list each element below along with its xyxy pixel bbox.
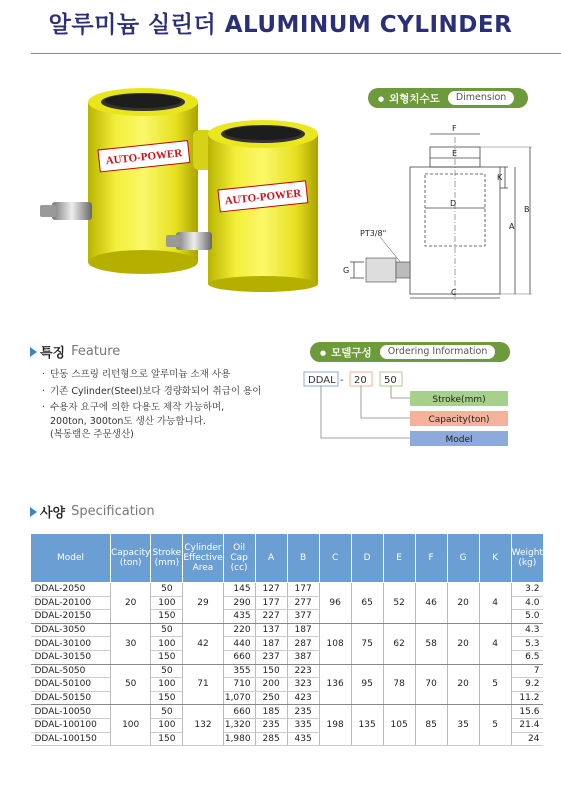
capacity-box-label: Capacity(ton): [428, 415, 490, 425]
cell-f: 70: [415, 664, 447, 705]
cell-model: DDAL-30150: [31, 650, 111, 664]
cell-a: 227: [255, 610, 287, 624]
feature-item: · 단동 스프링 리턴형으로 알루미늄 소재 사용: [42, 368, 312, 382]
cell-oil: 290: [223, 596, 255, 610]
cell-weight: 21.4: [511, 718, 543, 732]
cell-c: 198: [319, 705, 351, 746]
cell-oil: 145: [223, 583, 255, 597]
cell-stroke: 50: [151, 583, 183, 597]
cell-g: 20: [447, 623, 479, 664]
cell-capacity: 20: [111, 583, 151, 624]
cell-weight: 5.3: [511, 637, 543, 651]
cell-b: 277: [287, 596, 319, 610]
header-c: C: [319, 534, 351, 583]
dim-label-b: B: [524, 205, 530, 214]
header-stroke: Stroke (mm): [151, 534, 183, 583]
cell-model: DDAL-50100: [31, 678, 111, 692]
cell-oil: 1,070: [223, 691, 255, 705]
cell-e: 105: [383, 705, 415, 746]
ordering-pill-en: Ordering Information: [380, 345, 496, 359]
spec-header-row: [31, 534, 544, 583]
feature-item-continuation: 200ton, 300ton도 생산 가능합니다.: [50, 415, 206, 427]
feature-title-en: Feature: [71, 344, 121, 359]
cell-b: 423: [287, 691, 319, 705]
cell-a: 127: [255, 583, 287, 597]
cell-oil: 355: [223, 664, 255, 678]
cell-e: 78: [383, 664, 415, 705]
header-d: D: [351, 534, 383, 583]
dimension-pill-ko: ● 외형치수도: [378, 91, 440, 106]
header-e: E: [383, 534, 415, 583]
order-code-model: DDAL: [308, 375, 336, 386]
cell-e: 52: [383, 583, 415, 624]
header-f: F: [415, 534, 447, 583]
cell-stroke: 100: [151, 637, 183, 651]
cell-stroke: 150: [151, 732, 183, 746]
cell-a: 150: [255, 664, 287, 678]
cell-d: 135: [351, 705, 383, 746]
cell-oil: 1,980: [223, 732, 255, 746]
cell-capacity: 50: [111, 664, 151, 705]
cell-f: 58: [415, 623, 447, 664]
feature-item-note: (복동램은 주문생산): [50, 429, 134, 440]
cell-b: 435: [287, 732, 319, 746]
dim-label-d: D: [450, 199, 457, 208]
cell-weight: 5.0: [511, 610, 543, 624]
cell-oil: 710: [223, 678, 255, 692]
cell-c: 96: [319, 583, 351, 624]
cell-oil: 1,320: [223, 718, 255, 732]
cell-stroke: 150: [151, 650, 183, 664]
cell-f: 85: [415, 705, 447, 746]
cell-b: 377: [287, 610, 319, 624]
cell-model: DDAL-100100: [31, 718, 111, 732]
dim-label-e: E: [452, 149, 458, 158]
spec-title-en: Specification: [71, 504, 155, 519]
cell-a: 137: [255, 623, 287, 637]
cell-weight: 15.6: [511, 705, 543, 719]
cell-model: DDAL-20150: [31, 610, 111, 624]
cell-weight: 4.0: [511, 596, 543, 610]
cell-g: 20: [447, 664, 479, 705]
table-row: [31, 705, 544, 719]
cell-area: 42: [183, 623, 223, 664]
cell-capacity: 30: [111, 623, 151, 664]
cell-model: DDAL-50150: [31, 691, 111, 705]
dim-label-c: C: [451, 288, 457, 297]
cell-weight: 24: [511, 732, 543, 746]
table-row: [31, 583, 544, 597]
ordering-diagram: [300, 366, 530, 456]
cell-c: 136: [319, 664, 351, 705]
header-k: K: [479, 534, 511, 583]
cell-a: 187: [255, 637, 287, 651]
cell-oil: 660: [223, 650, 255, 664]
cell-d: 65: [351, 583, 383, 624]
cell-a: 185: [255, 705, 287, 719]
cell-area: 29: [183, 583, 223, 624]
cell-stroke: 50: [151, 623, 183, 637]
cell-weight: 9.2: [511, 678, 543, 692]
cell-capacity: 100: [111, 705, 151, 746]
table-row: [31, 664, 544, 678]
cell-model: DDAL-3050: [31, 623, 111, 637]
header-a: A: [255, 534, 287, 583]
order-code-capacity: 20: [354, 375, 367, 386]
dimension-pill: [368, 88, 528, 108]
section-arrow-icon: [30, 507, 37, 517]
dim-label-a: A: [509, 222, 515, 231]
header-area: Cylinder Effective Area: [183, 534, 223, 583]
product-photo: [38, 72, 338, 292]
spec-heading: [30, 502, 155, 521]
ordering-pill: [310, 342, 510, 362]
cell-weight: 4.3: [511, 623, 543, 637]
cell-stroke: 100: [151, 596, 183, 610]
dim-label-f: F: [452, 124, 457, 133]
cell-area: 132: [183, 705, 223, 746]
cell-oil: 220: [223, 623, 255, 637]
ordering-pill-ko: ● 모델구성: [320, 345, 372, 360]
cell-d: 95: [351, 664, 383, 705]
feature-title-ko: 특징: [40, 346, 66, 361]
cell-k: 5: [479, 705, 511, 746]
cell-k: 4: [479, 623, 511, 664]
stroke-box-label: Stroke(mm): [432, 395, 486, 405]
cell-stroke: 50: [151, 705, 183, 719]
header-oil: Oil Cap (cc): [223, 534, 255, 583]
cell-oil: 440: [223, 637, 255, 651]
feature-item: · 수용자 요구에 의한 다용도 제작 가능하며,: [42, 401, 312, 415]
cell-weight: 11.2: [511, 691, 543, 705]
dim-label-g: G: [343, 266, 350, 275]
cell-a: 177: [255, 596, 287, 610]
cell-b: 177: [287, 583, 319, 597]
cell-b: 187: [287, 623, 319, 637]
dim-label-k: K: [497, 173, 503, 182]
cell-d: 75: [351, 623, 383, 664]
cell-a: 237: [255, 650, 287, 664]
section-arrow-icon: [30, 347, 37, 357]
cell-model: DDAL-100150: [31, 732, 111, 746]
spec-table: [30, 533, 544, 746]
cell-f: 46: [415, 583, 447, 624]
cell-g: 35: [447, 705, 479, 746]
cell-weight: 6.5: [511, 650, 543, 664]
header-capacity: Capacity (ton): [111, 534, 151, 583]
dimension-drawing: [340, 112, 540, 307]
cell-oil: 435: [223, 610, 255, 624]
table-row: [31, 623, 544, 637]
spec-title-ko: 사양: [40, 506, 66, 521]
cell-b: 323: [287, 678, 319, 692]
dimension-pill-en: Dimension: [448, 91, 515, 105]
cell-stroke: 50: [151, 664, 183, 678]
header-b: B: [287, 534, 319, 583]
cell-c: 108: [319, 623, 351, 664]
cell-a: 235: [255, 718, 287, 732]
cell-model: DDAL-20100: [31, 596, 111, 610]
cell-area: 71: [183, 664, 223, 705]
order-code-dash: -: [340, 375, 344, 386]
cell-k: 5: [479, 664, 511, 705]
order-code-stroke: 50: [384, 375, 397, 386]
cell-stroke: 150: [151, 691, 183, 705]
cell-a: 285: [255, 732, 287, 746]
cell-g: 20: [447, 583, 479, 624]
cell-model: DDAL-2050: [31, 583, 111, 597]
cell-oil: 660: [223, 705, 255, 719]
cell-b: 335: [287, 718, 319, 732]
header-model: Model: [31, 534, 111, 583]
header-g: G: [447, 534, 479, 583]
feature-item: · 기존 Cylinder(Steel)보다 경량화되어 취급이 용이: [42, 385, 312, 399]
dim-label-port: PT3/8": [360, 229, 387, 238]
cell-b: 235: [287, 705, 319, 719]
cell-weight: 3.2: [511, 583, 543, 597]
cell-k: 4: [479, 583, 511, 624]
header-weight: Weight (kg): [511, 534, 543, 583]
cell-b: 387: [287, 650, 319, 664]
brand-label-left: AUTO-POWER: [105, 147, 183, 168]
page-title: 알루미늄 실린더 ALUMINUM CYLINDER: [48, 12, 513, 38]
cell-b: 223: [287, 664, 319, 678]
cell-b: 287: [287, 637, 319, 651]
cell-stroke: 100: [151, 678, 183, 692]
model-box-label: Model: [445, 435, 473, 445]
cell-model: DDAL-30100: [31, 637, 111, 651]
brand-label-right: AUTO-POWER: [224, 187, 302, 208]
cell-a: 250: [255, 691, 287, 705]
cell-e: 62: [383, 623, 415, 664]
cell-weight: 7: [511, 664, 543, 678]
cell-model: DDAL-5050: [31, 664, 111, 678]
title-divider: [31, 53, 561, 54]
cell-stroke: 150: [151, 610, 183, 624]
feature-list: [42, 368, 312, 442]
cell-model: DDAL-10050: [31, 705, 111, 719]
cell-stroke: 100: [151, 718, 183, 732]
cell-a: 200: [255, 678, 287, 692]
feature-heading: [30, 342, 120, 361]
